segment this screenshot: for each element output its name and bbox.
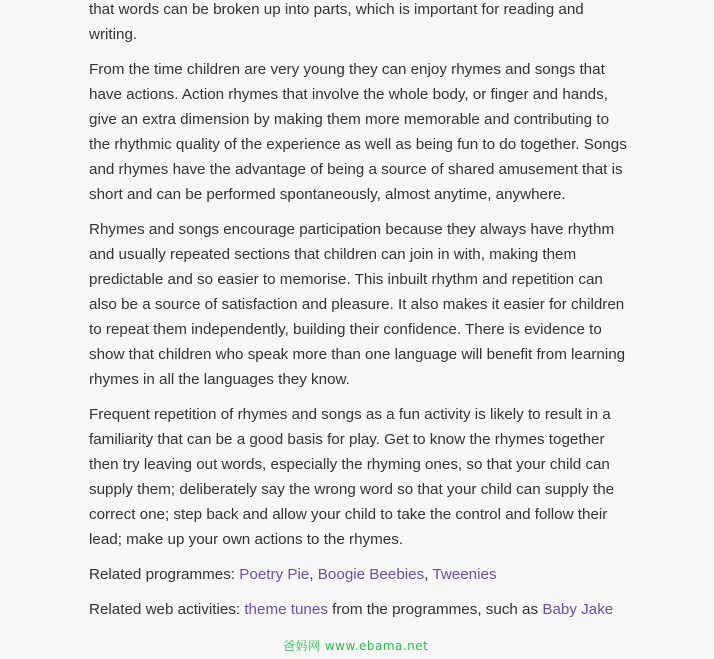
- paragraph-action-rhymes: From the time children are very young they can enjoy rhymes and songs that have actions. Action rhymes that involve the whole body, or finger and hands, give an extra dimension by making them more memorable and contributing to the rhythmic quality of the experience as well as being fun to do together. Songs and rhymes have the advantage of being a source of shared amusement that is short and can be performed spontaneously, almost anytime, anywhere.: [89, 61, 627, 203]
- link-baby-jake[interactable]: Baby Jake: [542, 601, 614, 618]
- paragraph-participation: Rhymes and songs encourage participation because they always have rhythm and usually repeated sections that children can join in with, making them predictable and so easier to memorise. This inbuilt rhythm and repetition can also be a source of satisfaction and pleasure. It also makes it easier for children to repeat them independently, building their confidence. There is evidence to show that children who speak more than one language will benefit from learning rhymes in all the languages they know.: [89, 221, 626, 388]
- related-programmes: [89, 562, 629, 587]
- article-body: [89, 0, 629, 622]
- related-programmes-label: Related programmes:: [89, 566, 240, 583]
- paragraph-continued: that words can be broken up into parts, which is important for reading and writing.: [89, 1, 584, 43]
- watermark: 爸妈网 www.ebama.net: [283, 639, 429, 653]
- paragraph-repetition: Frequent repetition of rhymes and songs as a fun activity is likely to result in a familiarity that can be a good basis for play. Get to know the rhymes together then try leaving out words, especially the rhyming ones, so that your child can supply them; deliberately say the wrong word so that your child can supply the correct one; step back and allow your child to take the control and follow their lead; make up your own actions to the rhymes.: [89, 406, 615, 548]
- related-web-activities: [89, 597, 629, 622]
- link-theme-tunes[interactable]: theme tunes: [244, 601, 328, 618]
- separator: ,: [309, 566, 318, 583]
- link-poetry-pie[interactable]: Poetry Pie: [239, 566, 310, 583]
- link-tweenies[interactable]: Tweenies: [432, 566, 497, 583]
- related-web-middle: from the programmes, such as: [327, 601, 543, 618]
- related-web-label: Related web activities:: [89, 601, 245, 618]
- link-boogie-beebies[interactable]: Boogie Beebies: [317, 566, 425, 583]
- separator: ,: [424, 566, 433, 583]
